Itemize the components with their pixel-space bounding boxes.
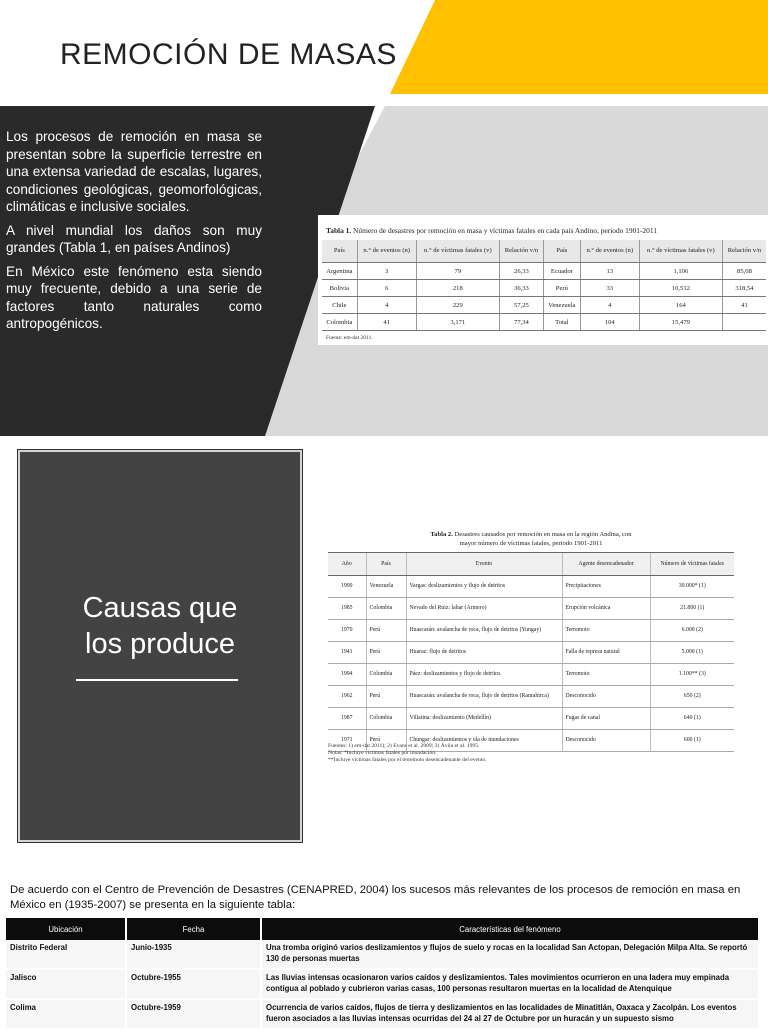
table-row bbox=[328, 664, 734, 686]
table3-cell: Una tromba originó varios deslizamientos y flujos de suelo y rocas en la localidad San Actopan, Delegación Milpa Alta. Se reportó 130 de personas muertas bbox=[261, 940, 758, 969]
table2-cell: 600 (1) bbox=[650, 730, 734, 752]
table2-cell: Perú bbox=[366, 686, 406, 708]
table1-cell: Colombia bbox=[322, 314, 357, 331]
table3-cell: Las lluvias intensas ocasionaron varios caídos y deslizamientos. Tales movimientos ocurrieron en una ladera muy empinada contigua al poblado y cubrieron varias casas, 100 personas resultaron muertas en la localidad de Atenquique bbox=[261, 969, 758, 999]
table1-cell: 85,08 bbox=[722, 263, 766, 280]
table2-cell: 1985 bbox=[328, 598, 366, 620]
table2-cell: 30.000* (1) bbox=[650, 576, 734, 598]
table1-cell: 318,54 bbox=[722, 280, 766, 297]
table2-cell: Huaraz: flujo de detritos bbox=[406, 642, 562, 664]
causas-title-line2: los produce bbox=[85, 628, 235, 660]
table-row bbox=[322, 297, 766, 314]
table2-note-line: **Incluye víctimas fatales por el terremoto desencadenante del evento. bbox=[328, 757, 487, 763]
table2-cell: Falla de represa natural bbox=[562, 642, 650, 664]
table2-cell: Precipitaciones bbox=[562, 576, 650, 598]
table2-cell: Colombia bbox=[366, 664, 406, 686]
table2-cell: 1970 bbox=[328, 620, 366, 642]
table3-cell: Distrito Federal bbox=[6, 940, 126, 969]
table1-cell: Chile bbox=[322, 297, 357, 314]
causas-divider bbox=[76, 679, 238, 681]
intro-text bbox=[6, 128, 262, 339]
table3-cell: Octubre-1955 bbox=[126, 969, 261, 999]
table2-cell: Páez: deslizamientos y flujo de detritos bbox=[406, 664, 562, 686]
table2-cell: 6.000 (2) bbox=[650, 620, 734, 642]
table1-caption-text: Número de desastres por remoción en masa y víctimas fatales en cada país Andino, periodo 1901-2011 bbox=[351, 226, 657, 235]
table3-cell: Colima bbox=[6, 999, 126, 1029]
table2-cell: 640 (1) bbox=[650, 708, 734, 730]
table1-source: Fuente: em-dat 2011. bbox=[326, 335, 373, 341]
table1-caption-label: Tabla 1. bbox=[326, 226, 352, 235]
table-row bbox=[6, 969, 758, 999]
table-row bbox=[6, 940, 758, 969]
table2-cell: Terremoto bbox=[562, 664, 650, 686]
table2-header: País bbox=[366, 553, 406, 576]
table2 bbox=[328, 552, 734, 752]
table1-cell: Total bbox=[543, 314, 580, 331]
table1-cell: 3 bbox=[357, 263, 416, 280]
table2-cell: 1999 bbox=[328, 576, 366, 598]
table2-caption-text: Desastres causados por remoción en masa en la región Andina, con bbox=[452, 531, 632, 538]
table2-cell: Chungar: deslizamientos y ola de inundaciones bbox=[406, 730, 562, 752]
table1-cell: 36,33 bbox=[499, 280, 543, 297]
table2-cell: 1994 bbox=[328, 664, 366, 686]
table1-cell: 229 bbox=[416, 297, 499, 314]
table1-header: Relación v/n bbox=[722, 240, 766, 263]
table1-cell: 13 bbox=[580, 263, 639, 280]
table3-header: Ubicación bbox=[6, 918, 126, 940]
table1-header: País bbox=[322, 240, 357, 263]
table1-cell: 218 bbox=[416, 280, 499, 297]
table-row bbox=[328, 598, 734, 620]
table2-cell: Perú bbox=[366, 730, 406, 752]
table1-header: n.° de eventos (n) bbox=[580, 240, 639, 263]
table2-note-line: Notas: *Incluye víctimas fatales por inundación. bbox=[328, 750, 437, 756]
table2-caption bbox=[328, 530, 734, 548]
table-row bbox=[328, 686, 734, 708]
table2-caption-label: Tabla 2. bbox=[430, 531, 453, 538]
table1-cell: 79 bbox=[416, 263, 499, 280]
table2-cell: 1.100** (3) bbox=[650, 664, 734, 686]
table1-cell: Perú bbox=[543, 280, 580, 297]
intro-paragraph-2: A nivel mundial los daños son muy grandes (Tabla 1, en países Andinos) bbox=[6, 222, 262, 255]
yellow-accent-shape bbox=[0, 0, 768, 106]
table1-cell: Ecuador bbox=[543, 263, 580, 280]
table2-cell: 1987 bbox=[328, 708, 366, 730]
causas-title bbox=[18, 590, 302, 662]
table1-caption bbox=[326, 226, 657, 235]
table1-cell: 15,479 bbox=[639, 314, 722, 331]
intro-paragraph-1: Los procesos de remoción en masa se presentan sobre la superficie terrestre en una extensa variedad de escalas, lugares, condiciones geológicas, geomorfológicas, climáticas e inclusive sociales. bbox=[6, 129, 262, 214]
table2-cell: 1962 bbox=[328, 686, 366, 708]
table2-header: Evento bbox=[406, 553, 562, 576]
table3-cell: Ocurrencia de varios caídos, flujos de tierra y deslizamientos en las localidades de Minatitlán, Oaxaca y Zacolpán. Los eventos fueron asociados a las lluvias intensas ocurridas del 24 al 27 de Octubre por un huracán y un supuesto sismo bbox=[261, 999, 758, 1029]
table-row bbox=[328, 620, 734, 642]
table2-cell: Colombia bbox=[366, 708, 406, 730]
table-row bbox=[328, 576, 734, 598]
table1-cell: 41 bbox=[357, 314, 416, 331]
table3-header: Fecha bbox=[126, 918, 261, 940]
table2-cell: Perú bbox=[366, 642, 406, 664]
table1-header: Relación v/n bbox=[499, 240, 543, 263]
table2-header: Año bbox=[328, 553, 366, 576]
table1-cell: 77,34 bbox=[499, 314, 543, 331]
table1-header: n.° de víctimas fatales (v) bbox=[416, 240, 499, 263]
table1-cell: 57,25 bbox=[499, 297, 543, 314]
table2-header: Agente desencadenador bbox=[562, 553, 650, 576]
table2-header: Número de víctimas fatales bbox=[650, 553, 734, 576]
table2-cell: Nevado del Ruiz: lahar (Armero) bbox=[406, 598, 562, 620]
table2-cell: Villatina: deslizamiento (Medellín) bbox=[406, 708, 562, 730]
table2-cell: Terremoto bbox=[562, 620, 650, 642]
table2-cell: Erupción volcánica bbox=[562, 598, 650, 620]
table2-cell: Desconocido bbox=[562, 686, 650, 708]
table-row bbox=[322, 263, 766, 280]
table1-cell: Venezuela bbox=[543, 297, 580, 314]
table1-header: n.° de víctimas fatales (v) bbox=[639, 240, 722, 263]
table-row bbox=[322, 280, 766, 297]
table2-cell: Huascarán: avalancha de roca, flujo de detritos (Ranrahirca) bbox=[406, 686, 562, 708]
table1-cell: Bolivia bbox=[322, 280, 357, 297]
table3-header: Características del fenómeno bbox=[261, 918, 758, 940]
table1-header: n.° de eventos (n) bbox=[357, 240, 416, 263]
table2-cell: 1971 bbox=[328, 730, 366, 752]
table1-cell: 4 bbox=[357, 297, 416, 314]
table2-cell: Perú bbox=[366, 620, 406, 642]
table3-cell: Jalisco bbox=[6, 969, 126, 999]
table2-cell: Vargas: deslizamientos y flujo de detritos bbox=[406, 576, 562, 598]
table-row bbox=[6, 999, 758, 1029]
table2-cell: Venezuela bbox=[366, 576, 406, 598]
table1 bbox=[322, 240, 766, 331]
table3-cell: Junio-1935 bbox=[126, 940, 261, 969]
table1-cell: 10,512 bbox=[639, 280, 722, 297]
table2-cell: 5.000 (1) bbox=[650, 642, 734, 664]
table1-cell: 6 bbox=[357, 280, 416, 297]
table2-cell: Desconocido bbox=[562, 730, 650, 752]
table2-cell: 1941 bbox=[328, 642, 366, 664]
table-row bbox=[328, 642, 734, 664]
table2-cell: 650 (2) bbox=[650, 686, 734, 708]
intro-paragraph-3: En México este fenómeno esta siendo muy frecuente, debido a una serie de factores tanto naturales como antropogénicos. bbox=[6, 263, 262, 331]
table2-cell: Fugas de canal bbox=[562, 708, 650, 730]
table1-cell: Argentina bbox=[322, 263, 357, 280]
table1-cell: 164 bbox=[639, 297, 722, 314]
table3 bbox=[6, 918, 758, 1030]
table2-header-row bbox=[328, 553, 734, 576]
table1-cell: 4 bbox=[580, 297, 639, 314]
table2-source-line: Fuentes: 1) em-dat 2011); 2) Evans et al. 2009; 3) Ávila et al. 1995. bbox=[328, 743, 480, 749]
table-row bbox=[328, 708, 734, 730]
causas-title-line1: Causas que bbox=[82, 592, 238, 624]
table-row bbox=[322, 314, 766, 331]
table1-cell: 1,106 bbox=[639, 263, 722, 280]
table2-source bbox=[328, 743, 487, 764]
table1-header: País bbox=[543, 240, 580, 263]
table1-cell: 104 bbox=[580, 314, 639, 331]
table2-cell: Huascarán: avalancha de roca, flujo de detritos (Yungay) bbox=[406, 620, 562, 642]
table1-cell: 26,33 bbox=[499, 263, 543, 280]
table2-caption-text-2: mayor número de víctimas fatales, periodo 1901-2011 bbox=[459, 540, 603, 547]
cenapred-paragraph: De acuerdo con el Centro de Prevención de Desastres (CENAPRED, 2004) los sucesos más relevantes de los procesos de remoción en masa en México en (1935-2007) se presenta en la siguiente tabla: bbox=[10, 884, 741, 911]
table1-cell: 3,171 bbox=[416, 314, 499, 331]
table1-cell bbox=[722, 314, 766, 331]
table1-cell: 41 bbox=[722, 297, 766, 314]
table2-cell: Colombia bbox=[366, 598, 406, 620]
table2-cell: 21.800 (1) bbox=[650, 598, 734, 620]
table3-header-row bbox=[6, 918, 758, 940]
table1-cell: 33 bbox=[580, 280, 639, 297]
table3-cell: Octubre-1959 bbox=[126, 999, 261, 1029]
slide-title: REMOCIÓN DE MASAS bbox=[60, 38, 397, 71]
table1-header-row bbox=[322, 240, 766, 263]
